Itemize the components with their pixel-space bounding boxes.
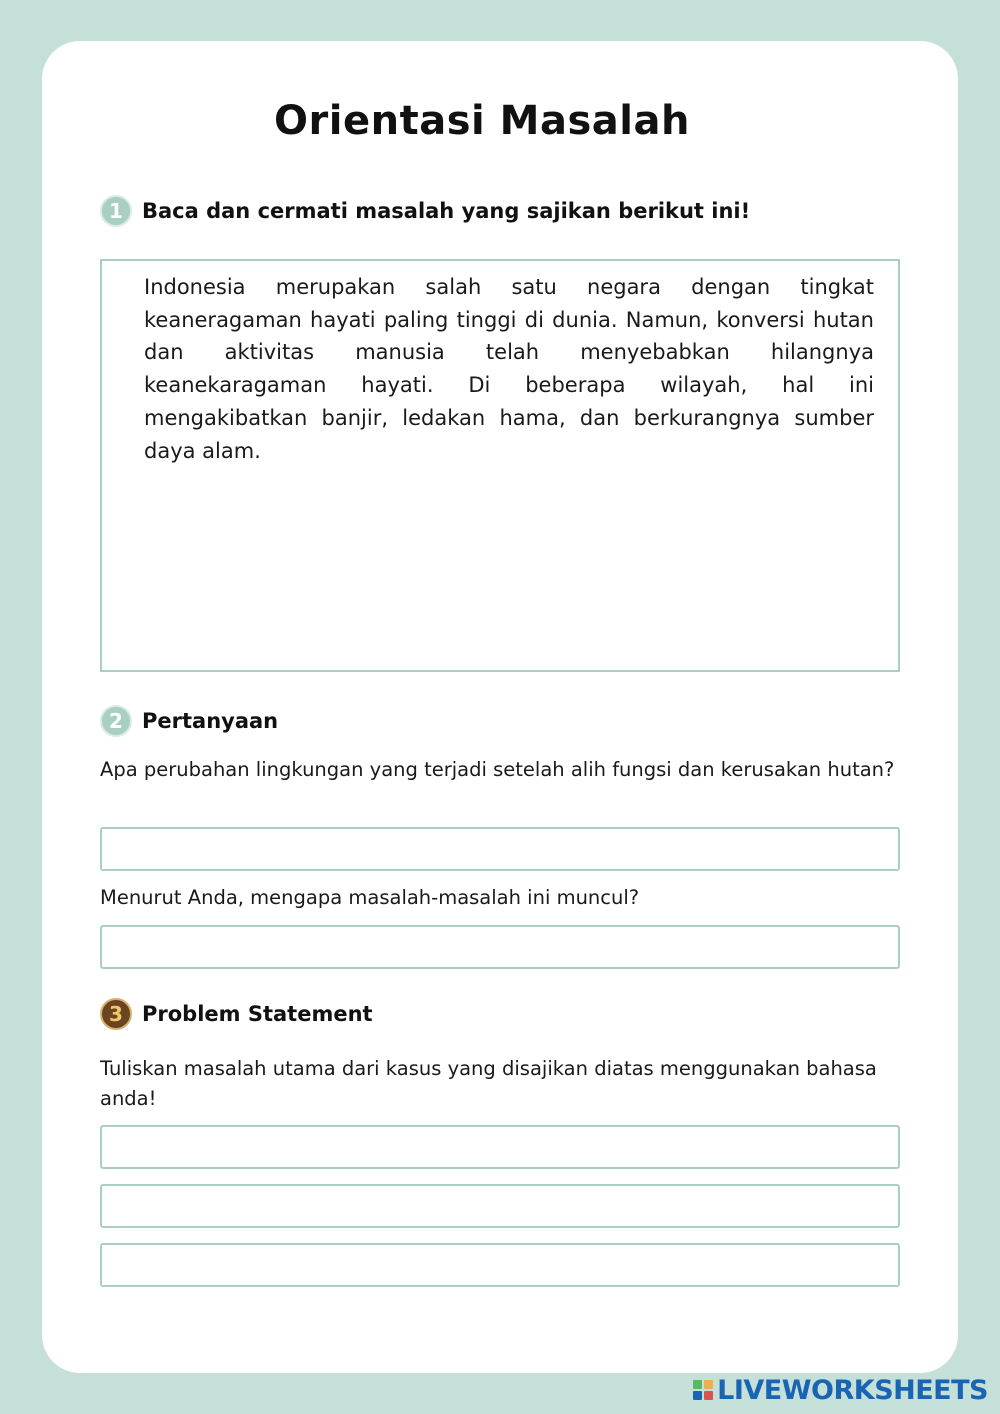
number-2-badge-icon: 2 [100, 705, 132, 737]
page-title: Orientasi Masalah [274, 98, 690, 144]
liveworksheets-brand[interactable] [693, 1375, 988, 1405]
brand-name: LIVEWORKSHEETS [717, 1374, 988, 1406]
problem-statement-answer-1-input[interactable] [100, 1125, 900, 1169]
question-1-text: Apa perubahan lingkungan yang terjadi setelah alih fungsi dan kerusakan hutan? [100, 758, 895, 781]
section-2-header [100, 703, 278, 739]
section-1-label: Baca dan cermati masalah yang sajikan berikut ini! [142, 199, 751, 223]
question-2-text: Menurut Anda, mengapa masalah-masalah ini muncul? [100, 886, 640, 909]
number-1-badge-icon: 1 [100, 195, 132, 227]
problem-statement-answer-2-input[interactable] [100, 1184, 900, 1228]
section-1-header [100, 193, 750, 229]
section-3-label: Problem Statement [142, 1002, 373, 1026]
question-2-answer-input[interactable] [100, 925, 900, 969]
section-3-header [100, 996, 373, 1032]
question-1-answer-input[interactable] [100, 827, 900, 871]
reading-passage-text: Indonesia merupakan salah satu negara dengan tingkat keaneragaman hayati paling tinggi di dunia. Namun, konversi hutan dan aktivitas manusia telah menyebabkan hilangnya keanekaragaman hayati. Di beberapa wilayah, hal ini mengakibatkan banjir, ledakan hama, dan berkurangnya sumber daya alam. [144, 275, 874, 463]
reading-passage-box [100, 259, 900, 672]
problem-statement-answer-3-input[interactable] [100, 1243, 900, 1287]
problem-statement-instruction: Tuliskan masalah utama dari kasus yang disajikan diatas menggunakan bahasa anda! [100, 1057, 877, 1110]
liveworksheets-logo-icon [693, 1380, 713, 1400]
section-2-label: Pertanyaan [142, 709, 279, 733]
number-3-badge-icon: 3 [100, 998, 132, 1030]
